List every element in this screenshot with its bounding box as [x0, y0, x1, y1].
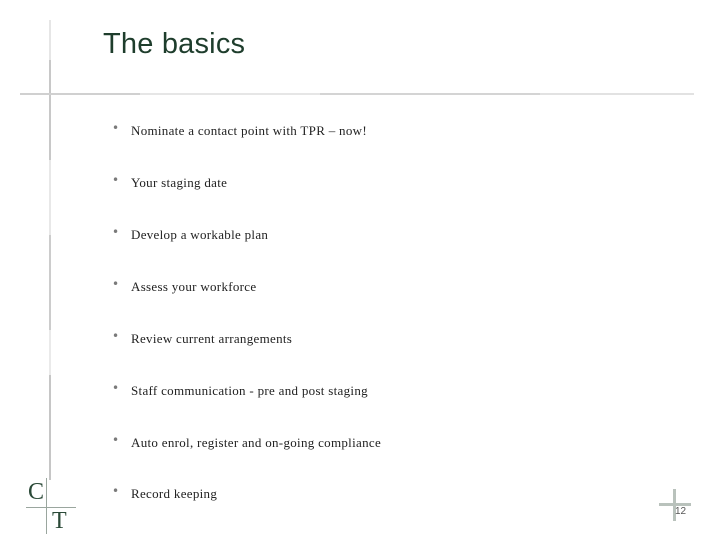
logo-vertical-rule: [46, 478, 47, 534]
bullet-icon: •: [112, 173, 120, 187]
page-number: 12: [675, 506, 687, 517]
bullet-text: Auto enrol, register and on-going compliance: [131, 435, 382, 450]
logo-horizontal-rule: [26, 507, 76, 508]
bullet-icon: •: [112, 433, 120, 447]
slide-title: The basics: [103, 28, 246, 60]
bullet-text: Staff communication - pre and post staging: [131, 383, 368, 398]
bullet-icon: •: [112, 484, 120, 498]
logo-letter-top: C: [28, 479, 45, 505]
bullet-text: Review current arrangements: [131, 331, 293, 346]
company-logo: [26, 478, 76, 534]
logo-letter-bottom: T: [52, 508, 67, 534]
decorative-horizontal-line: [20, 93, 694, 95]
bullet-text: Assess your workforce: [131, 279, 257, 294]
bullet-text: Nominate a contact point with TPR – now!: [131, 123, 367, 138]
bullet-icon: •: [112, 329, 120, 343]
bullet-icon: •: [112, 277, 120, 291]
bullet-icon: •: [112, 225, 120, 239]
bullet-icon: •: [112, 381, 120, 395]
decorative-vertical-line: [49, 20, 51, 480]
page-number-marker: [659, 489, 691, 521]
bullet-text: Develop a workable plan: [131, 227, 269, 242]
bullet-text: Record keeping: [131, 486, 218, 501]
bullet-icon: •: [112, 121, 120, 135]
bullet-text: Your staging date: [131, 175, 228, 190]
